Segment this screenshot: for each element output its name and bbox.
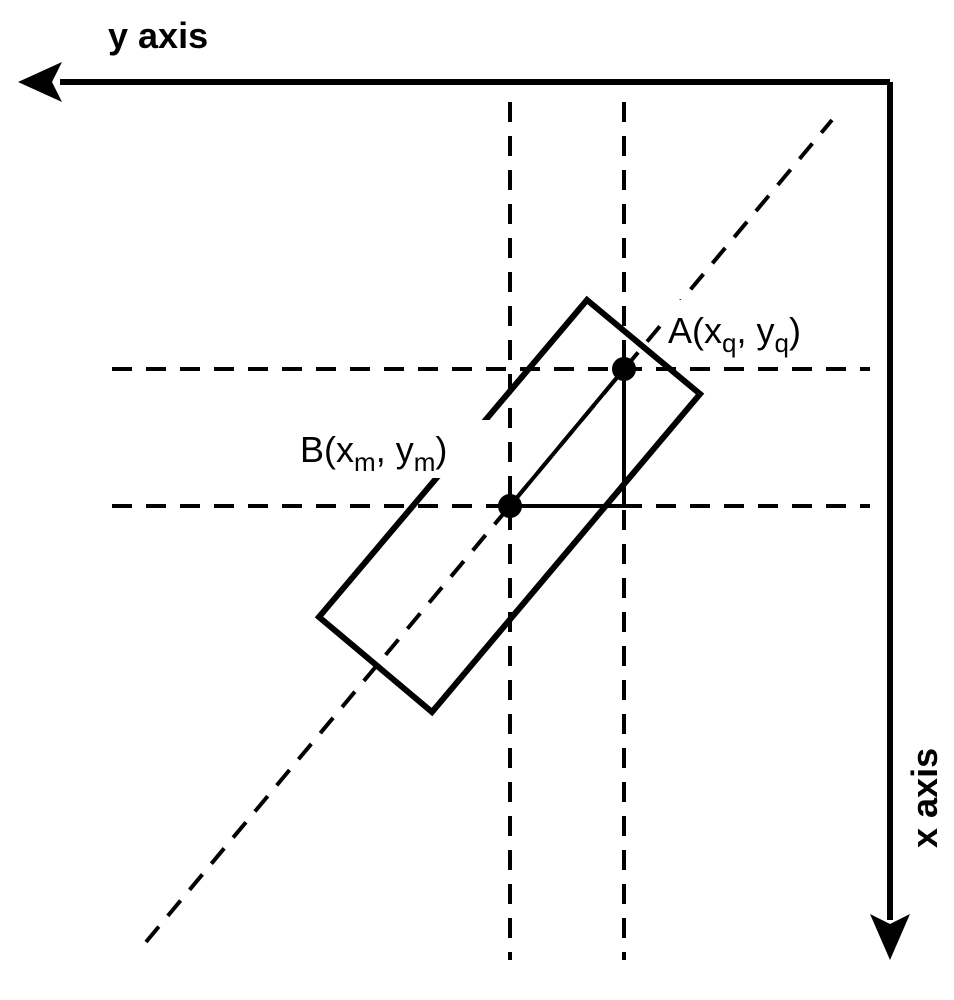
point-b-close: ) [435, 429, 448, 470]
point-b-sep: , y [375, 429, 414, 470]
point-a-sep: , y [736, 310, 775, 351]
point-b-dot [498, 494, 522, 518]
offset-triangle [510, 369, 624, 506]
x-axis-arrowhead [870, 914, 910, 960]
y-axis-label: y axis [108, 15, 209, 56]
point-a-close: ) [788, 310, 801, 351]
x-axis-label: x axis [904, 747, 945, 848]
point-a-sub-y: q [774, 328, 789, 358]
point-a-name: A [668, 310, 693, 351]
point-b-sub-x: m [354, 447, 376, 477]
point-b-sub-y: m [413, 447, 436, 477]
diagonal-axis-line [146, 120, 832, 942]
point-b-open: (x [324, 429, 355, 470]
y-axis-arrowhead [18, 62, 62, 102]
point-b-name: B [300, 429, 325, 470]
axes [60, 82, 890, 920]
guide-lines [112, 102, 870, 960]
point-a-sub-x: q [722, 328, 737, 358]
point-a-dot [612, 357, 636, 381]
point-a-open: (x [692, 310, 723, 351]
